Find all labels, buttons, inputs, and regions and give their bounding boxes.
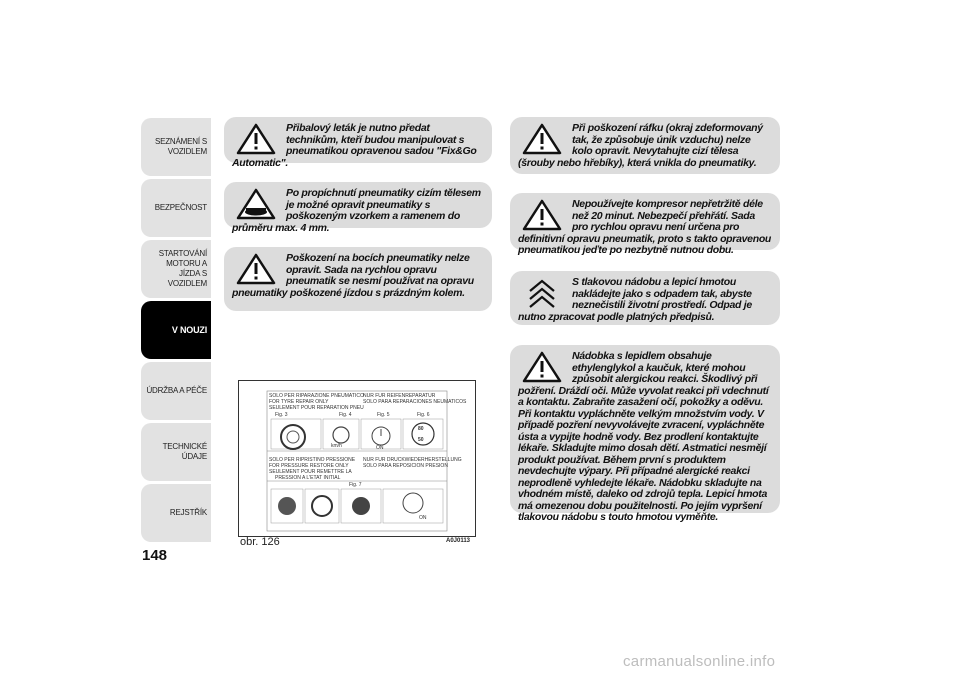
tab-udrzba[interactable]: ÚDRŽBA A PÉČE [141, 362, 211, 420]
watermark: carmanualsonline.info [623, 653, 776, 670]
warning-triangle-icon [236, 123, 276, 157]
page-number: 148 [142, 547, 168, 564]
warning-box-sidewall: Poškození na bocích pneumatiky nelze opravit. Sada na rychlou opravu pneumatik se nesmí používat na opravu pneumatiky poškozené jízdou s prázdným kolem. [224, 247, 492, 311]
on-label-2: ON [419, 515, 427, 521]
fig6-label: Fig. 6 [417, 412, 430, 418]
fig5-label: Fig. 5 [377, 412, 390, 418]
info-box-puncture: Po propíchnutí pneumatiky cizím tělesem je možné opravit pneumatiky s poškozeným vzorkem a ramenem do průměru max. 4 mm. [224, 182, 492, 228]
on-label-1: ON [376, 445, 384, 451]
info-box-disposal: S tlakovou nádobu a lepicí hmotou nakládejte jako s odpadem tak, abyste neznečistili životní prostředí. Odpad je nutno zpracovat podle platných předpisů. [510, 271, 780, 325]
warning-box-sealant: Nádobka s lepidlem obsahuje ethylenglykol a kaučuk, které mohou způsobit alergickou reakci. Škodlivý při požření. Dráždí oči. Může vyvolat reakci při vdechnutí a kontaktu. Zabraňte zasažení očí, pokožky a oděvu. Při kontaktu vypláchněte velkým množstvím vody. V případě pozření nevyvolávejte zvracení, vypláchněte ústa a vypijte hodně vody. Bez prodlení kontaktujte lékaře. Skladujte mimo dosah dětí. Astmatici nesmějí produkt používat. Během první s produktem nevdechujte výpary. Při případné alergické reakci neprodleně vyhledejte lékaře. Nádobku skladujte na vhodném místě, daleko od zdrojů tepla. Lepicí hmota má omezenou dobu použitelnosti. Po jejím vypršení tlakovou nádobu s touto hmotou vyměňte. [510, 345, 780, 513]
recycle-icon [522, 277, 562, 311]
speed-50: 50 [418, 437, 424, 443]
tire-icon [236, 188, 276, 222]
label-de-2: NUR FUR DRUCKWIEDERHERSTELLUNG [363, 457, 462, 463]
fig7-label: Fig. 7 [349, 482, 362, 488]
label-it-2: SOLO PER RIPRISTINO PRESSIONE [269, 457, 356, 463]
tab-seznameni[interactable]: SEZNÁMENÍ S VOZIDLEM [141, 118, 211, 176]
label-fr-2: SEULEMENT POUR REMETTRE LA [269, 469, 352, 475]
warning-triangle-icon [522, 123, 562, 157]
figure-repair-kit-label [238, 380, 476, 537]
fig3-label: Fig. 3 [275, 412, 288, 418]
label-de: NUR FUR REIFENREPARATUR [363, 393, 436, 399]
fig4-label: Fig. 4 [339, 412, 352, 418]
tab-v-nouzi[interactable]: V NOUZI [141, 301, 211, 359]
speed-80: 80 [418, 426, 424, 432]
warning-box-leaflet: Přibalový leták je nutno předat technikům, kteří budou manipulovat s pneumatikou opravenou sadou "Fix&Go Automatic". [224, 117, 492, 163]
label-en: FOR TYRE REPAIR ONLY [269, 399, 329, 405]
label-fr: SEULEMENT POUR REPARATION PNEU [269, 405, 364, 411]
warning-triangle-icon [522, 351, 562, 385]
figure-caption: obr. 126 [240, 536, 280, 548]
warning-box-compressor: Nepoužívejte kompresor nepřetržitě déle než 20 minut. Nebezpečí přehřátí. Sada pro rychlou opravu není určena pro definitivní opravu pneumatik, proto s takto opravenou pneumatikou jeďte po nezbytně nutnou dobu. [510, 193, 780, 250]
warning-triangle-icon [236, 253, 276, 287]
warning-triangle-icon [522, 199, 562, 233]
tab-bezpecnost[interactable]: BEZPEČNOST [141, 179, 211, 237]
label-es-2: SOLO PARA REPOSICION PRESION [363, 463, 448, 469]
tab-rejstrik[interactable]: REJSTŘÍK [141, 484, 211, 542]
label-es: SOLO PARA REPARACIONES NEUMATICOS [363, 399, 467, 405]
tab-technicke-udaje[interactable]: TECHNICKÉ ÚDAJE [141, 423, 211, 481]
kmh-label: km/h [331, 443, 342, 449]
label-it: SOLO PER RIPARAZIONE PNEUMATICO [269, 393, 364, 399]
label-fr-3: PRESSION A L'ETAT INITIAL [275, 475, 341, 481]
warning-box-rim: Při poškození ráfku (okraj zdeformovaný tak, že způsobuje únik vzduchu) nelze kolo opravit. Nevytahujte cizí tělesa (šrouby nebo hřebíky), která vnikla do pneumatiky. [510, 117, 780, 174]
figure-code: A0J0113 [446, 538, 471, 544]
label-en-2: FOR PRESSURE RESTORE ONLY [269, 463, 349, 469]
tab-startovani[interactable]: STARTOVÁNÍ MOTORU A JÍZDA S VOZIDLEM [141, 240, 211, 298]
